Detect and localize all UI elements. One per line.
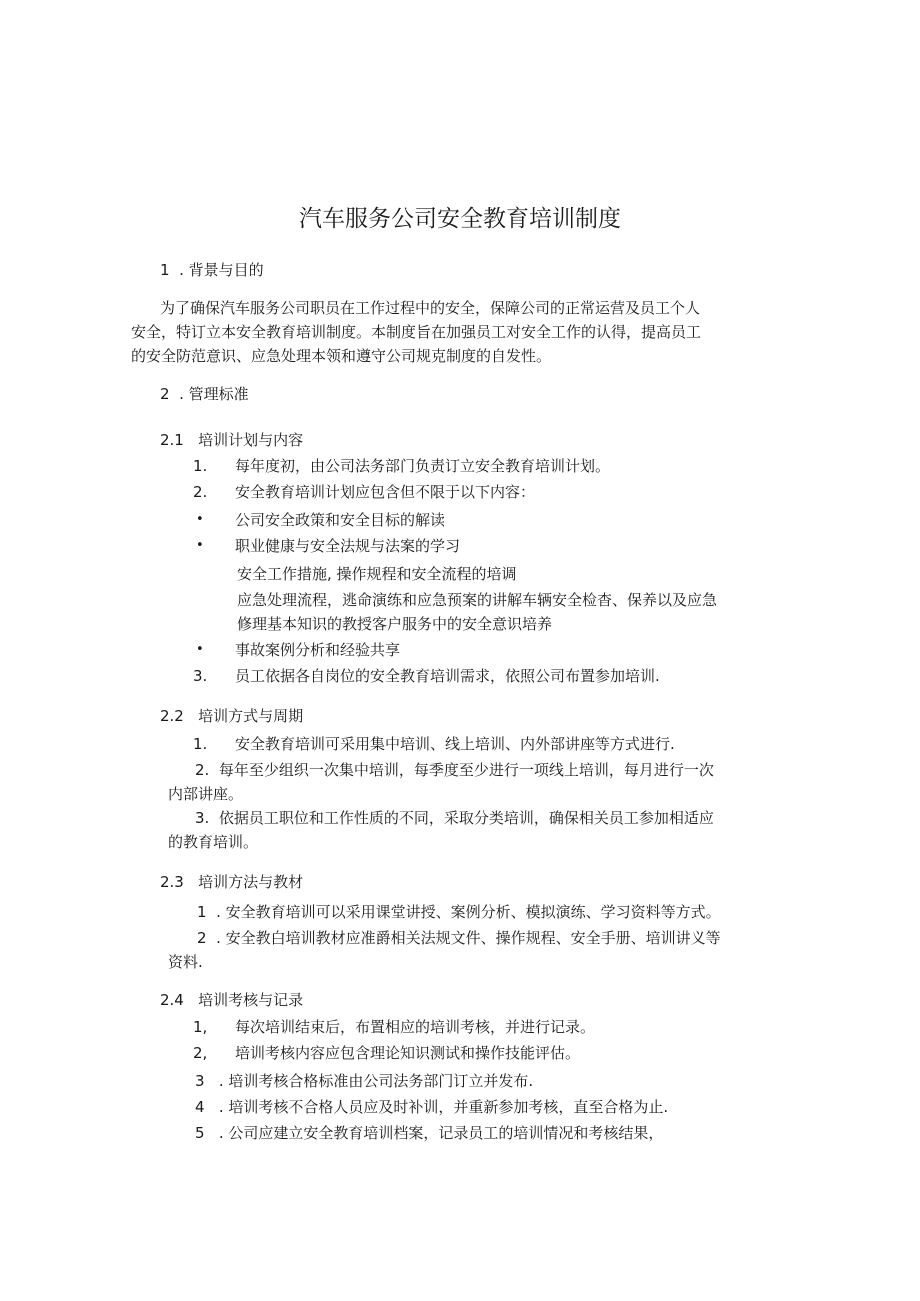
sub-item: 修理基本知识的教授客户服务中的安全意识培养 (237, 615, 553, 633)
bullet-item: 职业健康与安全法规与法案的学习 (235, 537, 461, 555)
list-item: 每次培训结束后，布置相应的培训考核，并进行记录。 (235, 1018, 596, 1036)
list-item: 4 . 培训考核不合格人员应及时补训，并重新参加考核，直至合格为止. (195, 1098, 669, 1116)
list-number: 1. (193, 735, 208, 753)
list-number: 2, (193, 1044, 208, 1062)
section-1-paragraph-line-1: 为了确保汽车服务公司职员在工作过程中的安全，保障公司的正常运营及员工个人 (160, 299, 701, 317)
list-item: 每年度初，由公司法务部门负责订立安全教育培训计划。 (235, 457, 611, 475)
list-item-continuation: 资料. (168, 953, 203, 971)
section-2-heading: 2 . 管理标准 (160, 385, 249, 403)
list-item: 5 . 公司应建立安全教育培训档案，记录员工的培训情况和考核结果， (195, 1124, 664, 1142)
list-item-continuation: 内部讲座。 (168, 785, 244, 803)
list-item: 培训考核内容应包含理论知识测试和操作技能评估。 (235, 1044, 581, 1062)
list-item-continuation: 的教育培训。 (168, 833, 259, 851)
section-2-2-heading: 2.2 培训方式与周期 (160, 707, 304, 725)
bullet-icon: • (196, 512, 204, 527)
list-item: 3. 依据员工职位和工作性质的不同，采取分类培训，确保相关员工参加相适应 (195, 809, 714, 827)
bullet-item: 公司安全政策和安全目标的解读 (235, 511, 446, 529)
document-title: 汽车服务公司安全教育培训制度 (299, 206, 621, 232)
section-2-3-heading: 2.3 培训方法与教材 (160, 873, 304, 891)
list-item: 2. 每年至少组织一次集中培训，每季度至少进行一项线上培训，每月进行一次 (195, 761, 714, 779)
sub-item: 应急处理流程，逃命演练和应急预案的讲解车辆安全检杳、保养以及应急 (237, 591, 718, 609)
bullet-icon: • (196, 538, 204, 553)
bullet-icon: • (196, 642, 204, 657)
section-1-heading: 1 . 背景与目的 (160, 261, 264, 279)
list-item: 3 . 培训考核合格标准由公司法务部门订立并发布. (195, 1072, 534, 1090)
list-number: 1, (193, 1018, 208, 1036)
list-number: 1. (193, 457, 208, 475)
list-number: 3. (193, 667, 208, 685)
list-item: 安全教育培训计划应包含但不限于以下内容： (235, 483, 536, 501)
section-1-paragraph-line-3: 的安全防范意识、应急处理本领和遵守公司规克制度的自发性。 (131, 347, 552, 365)
section-1-paragraph-line-2: 安全，特订立本安全教育培训制度。本制度旨在加强员工对安全工作的认得，提高员工 (131, 323, 702, 341)
list-number: 2. (193, 483, 208, 501)
list-item: 1 . 安全教育培训可以采用课堂讲授、案例分析、模拟演练、学习资料等方式。 (197, 903, 721, 921)
list-item: 员工依据各自岗位的安全教育培训需求，依照公司布置参加培训. (235, 667, 660, 685)
section-2-1-heading: 2.1 培训计划与内容 (160, 431, 304, 449)
list-item: 2 . 安全教白培训教材应准爵相关法规文件、操作规程、安全手册、培训讲义等 (197, 929, 721, 947)
bullet-item: 事故案例分析和经验共享 (235, 641, 401, 659)
section-2-4-heading: 2.4 培训考核与记录 (160, 991, 304, 1009)
sub-item: 安全工作措施, 操作规程和安全流程的培调 (237, 565, 517, 583)
list-item: 安全教育培训可采用集中培训、线上培训、内外部讲座等方式进行. (235, 735, 675, 753)
